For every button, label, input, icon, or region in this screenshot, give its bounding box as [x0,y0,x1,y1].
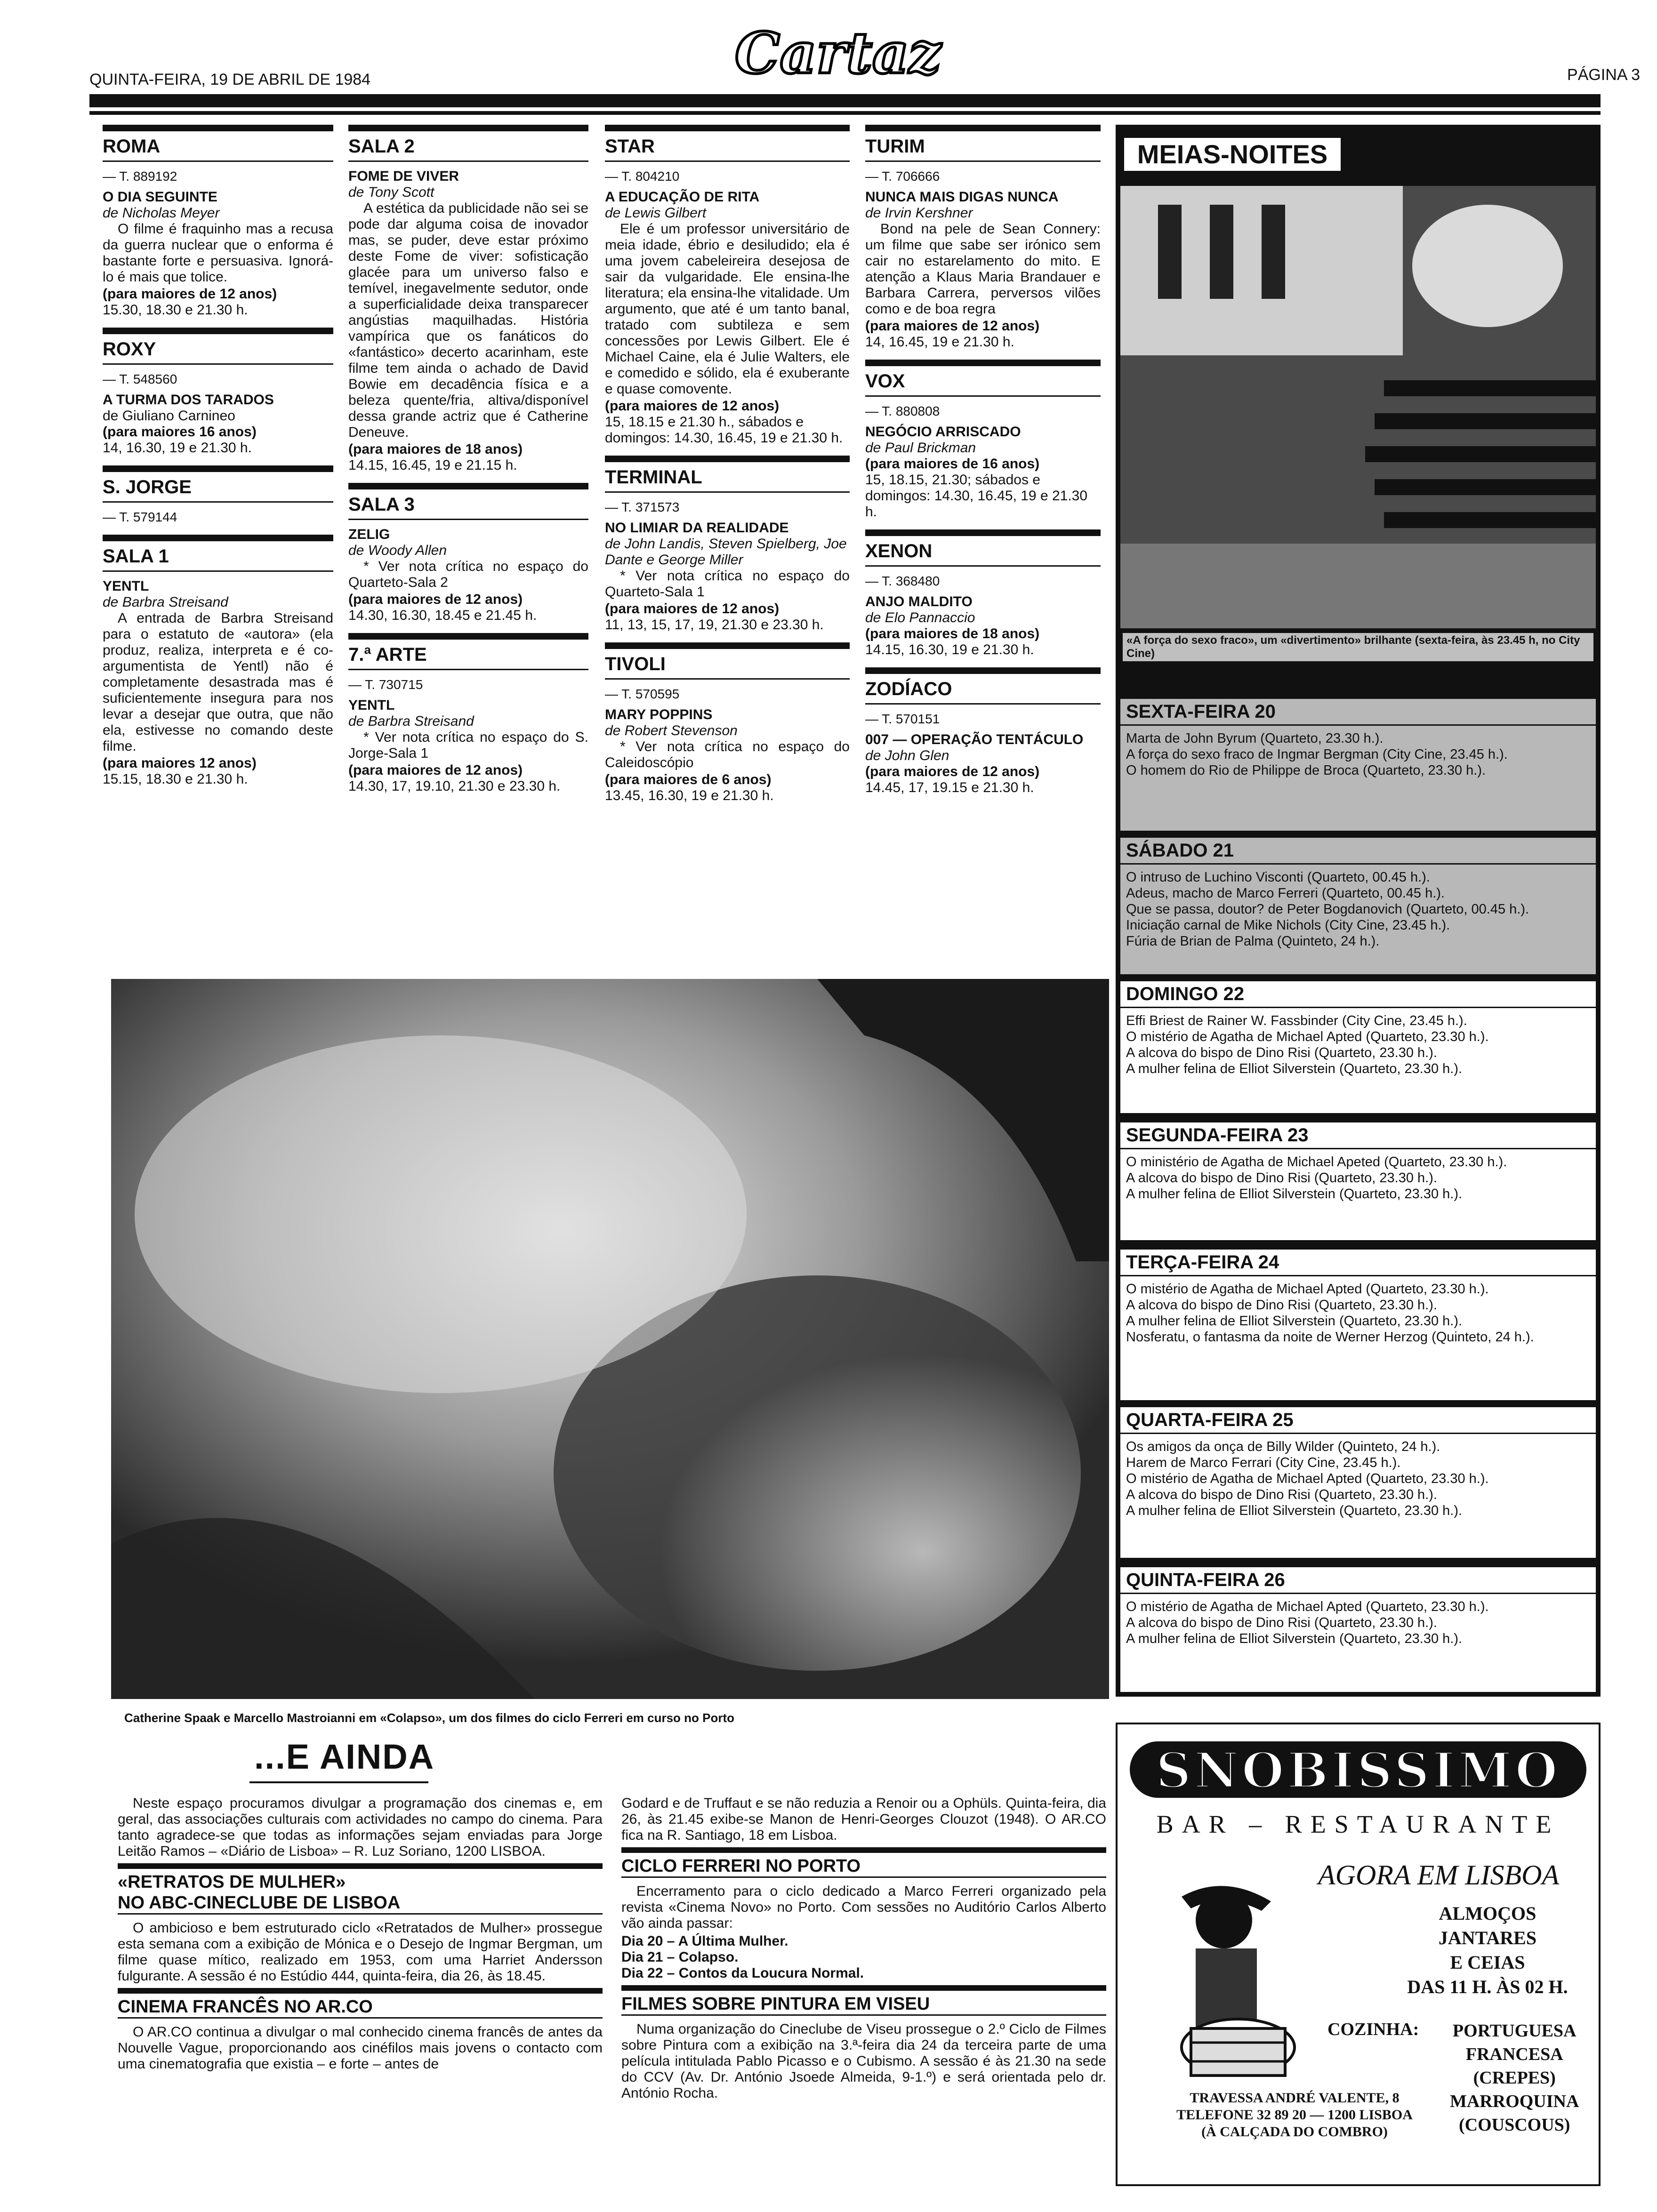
cinema-phone: — T. 579144 [103,510,177,524]
cinema-name: ROMA [103,135,333,162]
film-director: de Irvin Kershner [865,205,973,221]
listing-column-1 [103,125,333,797]
day-listing: A mulher felina de Elliot Silverstein (Quarteto, 23.30 h.). [1126,1503,1463,1518]
film-director: de Lewis Gilbert [605,205,707,221]
cinema-phone: — T. 548560 [103,372,177,386]
cinema-name: ZODÍACO [865,678,1101,705]
day-block-terca [1120,1250,1596,1400]
showtimes: 11, 13, 15, 17, 19, 21.30 e 23.30 h. [605,617,824,633]
film-description: * Ver nota crítica no espaço do Quarteto-Sala 1 [605,568,850,600]
cinema-tivoli [605,642,850,804]
day-title: SÁBADO 21 [1120,838,1596,865]
film-description: Ele é um professor universitário de meia idade, ébrio e desiludido; ela é uma jovem cabeleireira desejosa de sair da vulgaridade. Ele ensina-lhe literatura; ela ensina-lhe vitalidade. Um argumento, que até é um tanto banal, tratado com subtileza e sem concessões por Lewis Gilbert. Ele é Michael Caine, ela é Julie Walters, ele e comedido e sólido, ela é exuberante e quase comovente. [605,221,850,397]
film-title: O DIA SEGUINTE [103,189,217,205]
day-listing: A mulher felina de Elliot Silverstein (Quarteto, 23.30 h.). [1126,1061,1463,1076]
section-title: CICLO FERRERI NO PORTO [621,1856,1106,1878]
film-still-photo [111,979,1109,1699]
section-rule [118,1988,603,1994]
day-listing: O homem do Rio de Philippe de Broca (Quarteto, 23.30 h.). [1126,763,1486,778]
day-title: SEXTA-FEIRA 20 [1120,699,1596,726]
ad-address [1149,2090,1440,2140]
section-rule [605,456,850,462]
cinema-name: SALA 1 [103,545,333,572]
cinema-name: SALA 2 [348,135,588,162]
section-body: Godard e de Truffaut e se não reduzia a Renoir ou a Ophüls. Quinta-feira, dia 26, às 21.45 exibe-se Manon de Henri-Georges Clouzot (1948). O AR.CO fica na R. Santiago, 18 em Lisboa. [621,1795,1106,1843]
film-director: de Paul Brickman [865,440,976,456]
cinema-name: TURIM [865,135,1101,162]
day-listing: O mistério de Agatha de Michael Apted (Quarteto, 23.30 h.). [1126,1282,1489,1297]
section-rule [103,465,333,472]
film-title: YENTL [348,697,395,713]
age-rating: (para maiores 16 anos) [103,424,257,440]
day-listing: Harem de Marco Ferrari (City Cine, 23.45 h.). [1126,1455,1401,1470]
film-director: de Barbra Streisand [348,713,474,729]
listing-column-3 [605,125,850,813]
film-description: A estética da publicidade não sei se pode dar alguma coisa de inovador mas, se puder, deve estar próximo deste Fome de viver: sofisticação glacée para um universo falso e temível, inegavelmente sedutor, onde a superficialidade deixa transparecer angústias maquilhadas. História vampírica que os fanáticos do «fantástico» decerto acarinham, este filme tem ainda o achado de David Bowie em decadência física e a beleza quente/fria, altiva/disponível dessa grande actriz que é Catherine Deneuve. [348,200,588,440]
e-ainda-rule [249,1781,428,1783]
film-title: FOME DE VIVER [348,168,459,184]
cinema-name: TERMINAL [605,466,850,493]
age-rating: (para maiores de 12 anos) [348,592,523,607]
cinema-phone: — T. 368480 [865,574,940,588]
logo-text: SNOBISSIMO [1156,1741,1560,1799]
cinema-phone: — T. 730715 [348,677,423,692]
section-rule [621,1847,1106,1853]
cinema-roma [103,125,333,318]
age-rating: (para maiores de 12 anos) [605,601,780,617]
ad-address-line: TELEFONE 32 89 20 — 1200 LISBOA [1176,2107,1413,2123]
day-listing: A mulher felina de Elliot Silverstein (Quarteto, 23.30 h.). [1126,1314,1463,1329]
day-title: SEGUNDA-FEIRA 23 [1120,1122,1596,1149]
cinema-name: S. JORGE [103,476,333,503]
age-rating: (para maiores de 16 anos) [865,456,1040,472]
cinema-xenon [865,529,1101,658]
ad-address-line: (À CALÇADA DO COMBRO) [1201,2124,1388,2140]
photo-illustration [111,979,1109,1699]
snobissimo-logo [1125,1737,1591,1803]
film-title: ZELIG [348,527,390,542]
showtimes: 14, 16.45, 19 e 21.30 h. [865,334,1014,350]
day-listing: Nosferatu, o fantasma da noite de Werner Herzog (Quinteto, 24 h.). [1126,1330,1534,1345]
cinema-vox [865,360,1101,520]
age-rating: (para maiores de 12 anos) [865,764,1040,779]
e-ainda-column-2 [621,1795,1106,2103]
section-rule [865,360,1101,366]
day-listing: A alcova do bispo de Dino Risi (Quarteto, 23.30 h.). [1126,1487,1437,1502]
day-listing: O mistério de Agatha de Michael Apted (Quarteto, 23.30 h.). [1126,1599,1489,1614]
film-director: de John Landis, Steven Spielberg, Joe Dante e George Miller [605,536,847,568]
day-title: TERÇA-FEIRA 24 [1120,1250,1596,1276]
cinema-phone: — T. 570595 [605,687,680,701]
e-ainda-intro: Neste espaço procuramos divulgar a programação dos cinemas e, em geral, das associações culturais com actividades no campo do cinema. Para tanto agradece-se que todas as informações sejam enviadas para Jorge Leitão Ramos – «Diário de Lisboa» – R. Luz Soriano, 1200 LISBOA. [118,1795,603,1859]
cinema-star [605,125,850,446]
film-director: de Woody Allen [348,543,447,558]
logo-text: Cartaz [735,20,941,87]
showtimes: 15, 18.15, 21.30; sábados e domingos: 14.30, 16.45, 19 e 21.30 h. [865,472,1088,520]
showtimes: 14.30, 17, 19.10, 21.30 e 23.30 h. [348,778,561,794]
day-listing: A mulher felina de Elliot Silverstein (Quarteto, 23.30 h.). [1126,1186,1463,1202]
day-listing: A alcova do bispo de Dino Risi (Quarteto, 23.30 h.). [1126,1615,1437,1630]
cinema-name: VOX [865,370,1101,397]
section-title: «RETRATOS DE MULHER» [118,1872,346,1892]
cinema-s-jorge [103,465,333,525]
section-title: FILMES SOBRE PINTURA EM VISEU [621,1994,1106,2016]
listing-column-2 [348,125,588,804]
section-body: Numa organização do Cineclube de Viseu prossegue o 2.º Ciclo de Filmes sobre Pintura com a exibição na 3.ª-feira dia 24 da terceira parte de uma película intitulada Pablo Picasso e o Cubismo. A sessão é às 21.30 na sede do CCV (Av. Dr. António Jsoede Almeida, 9-1.º) e será orientada pelo dr. António Rocha. [621,2021,1106,2101]
section-rule [103,328,333,334]
age-rating: (para maiores de 12 anos) [348,762,523,778]
day-listing: Os amigos da onça de Billy Wilder (Quinteto, 24 h.). [1126,1439,1440,1454]
ad-hours-line: ALMOÇOS [1439,1903,1536,1924]
ad-hours [1389,1901,1586,1999]
day-listing: A alcova do bispo de Dino Risi (Quarteto, 23.30 h.). [1126,1045,1437,1060]
film-director: de Nicholas Meyer [103,205,220,221]
section-rule [865,667,1101,674]
day-block-quinta [1120,1567,1596,1692]
day-block-domingo [1120,981,1596,1113]
top-rule-thin [89,111,1601,115]
film-title: YENTL [103,578,149,594]
section-rule [865,125,1101,131]
ad-address-line: TRAVESSA ANDRÉ VALENTE, 8 [1190,2090,1400,2106]
section-title: CINEMA FRANCÊS NO AR.CO [118,1996,603,2019]
photo-caption: Catherine Spaak e Marcello Mastroianni em «Colapso», um dos filmes do ciclo Ferreri em curso no Porto [124,1711,735,1725]
showtimes: 14.30, 16.30, 18.45 e 21.45 h. [348,608,537,623]
showtimes: 15.15, 18.30 e 21.30 h. [103,771,248,787]
cartaz-logo [720,19,956,89]
meias-noites-title: MEIAS-NOITES [1123,136,1342,172]
listing-column-4 [865,125,1101,805]
age-rating: (para maiores de 12 anos) [865,318,1040,334]
film-description: O filme é fraquinho mas a recusa da guerra nuclear que o enforma é bastante forte e persuasiva. Ignorá-lo é mais que tolice. [103,221,333,285]
cinema-roxy [103,328,333,456]
showtimes: 15, 18.15 e 21.30 h., sábados e domingos: 14.30, 16.45, 19 e 21.30 h. [605,414,843,446]
section-rule [118,1863,603,1869]
film-director: de Giuliano Carnineo [103,408,235,424]
day-listing: O intruso de Luchino Visconti (Quarteto, 00.45 h.). [1126,870,1430,885]
day-listing: Iniciação carnal de Mike Nichols (City Cine, 23.45 h.). [1126,918,1450,933]
showtimes: 14.15, 16.30, 19 e 21.30 h. [865,642,1034,657]
ad-hours-line: JANTARES [1438,1927,1537,1948]
age-rating: (para maiores de 12 anos) [103,286,277,302]
film-title: A TURMA DOS TARADOS [103,392,274,408]
section-body: Encerramento para o ciclo dedicado a Marco Ferreri organizado pela revista «Cinema Novo» no Porto. Com sessões no Auditório Carlos Alberto vão ainda passar: [621,1883,1106,1931]
cinema-sala-2 [348,125,588,473]
ad-hours-line: E CEIAS [1450,1952,1525,1973]
cinema-phone: — T. 889192 [103,169,177,184]
day-title: QUARTA-FEIRA 25 [1120,1407,1596,1434]
day-listing: Que se passa, doutor? de Peter Bogdanovich (Quarteto, 00.45 h.). [1126,902,1529,917]
film-director: de John Glen [865,748,949,763]
day-block-sabado [1120,838,1596,974]
meias-noites-caption: «A força do sexo fraco», um «divertimento» brilhante (sexta-feira, às 23.45 h, no City Cine) [1123,633,1593,661]
cinema-phone: — T. 880808 [865,404,940,418]
day-listing: Marta de John Byrum (Quarteto, 23.30 h.). [1126,731,1384,746]
cinema-zodiaco [865,667,1101,796]
film-description: * Ver nota crítica no espaço do Quarteto-Sala 2 [348,559,588,590]
list-item: Dia 20 – A Última Mulher. [621,1933,788,1949]
section-rule [103,125,333,131]
age-rating: (para maiores 12 anos) [103,755,257,771]
section-rule [605,125,850,131]
cinema-name: STAR [605,135,850,162]
film-description: Bond na pele de Sean Connery: um filme que sabe ser irónico sem cair no estarelamento do mito. E atenção a Klaus Maria Brandauer e Barbara Carrera, perversos vilões como e de boa regra [865,221,1101,317]
day-listing: Adeus, macho de Marco Ferreri (Quarteto, 00.45 h.). [1126,886,1445,901]
section-rule [621,1985,1106,1991]
film-description: A entrada de Barbra Streisand para o estatuto de «autora» (ela produz, realiza, interpreta e é co-argumentista de Yentl) não é completamente desastrada mas é suficientemente insegura para nos levar a desejar que outra, que não ela, estivesse no comando deste filme. [103,610,333,754]
ad-subtitle: BAR – RESTAURANTE [1156,1810,1560,1838]
age-rating: (para maiores de 18 anos) [348,441,523,457]
section-rule [605,642,850,649]
list-item: Dia 22 – Contos da Loucura Normal. [621,1965,864,1981]
day-listing: A alcova do bispo de Dino Risi (Quarteto, 23.30 h.). [1126,1170,1437,1186]
header-date: QUINTA-FEIRA, 19 DE ABRIL DE 1984 [89,71,371,88]
day-listing: O ministério de Agatha de Michael Apeted (Quarteto, 23.30 h.). [1126,1154,1507,1170]
ad-cuisine-item: PORTUGUESA [1452,2021,1577,2041]
age-rating: (para maiores de 6 anos) [605,772,772,787]
waiter-illustration [1153,1878,1313,2085]
section-rule [103,535,333,541]
film-description: * Ver nota crítica no espaço do S. Jorge-Sala 1 [348,729,588,761]
day-listing: A força do sexo fraco de Ingmar Bergman (City Cine, 23.45 h.). [1126,747,1508,762]
cinema-phone: — T. 804210 [605,169,680,184]
film-director: de Barbra Streisand [103,594,228,610]
cinema-name: 7.ª ARTE [348,643,588,670]
film-description: * Ver nota crítica no espaço do Caleidoscópio [605,739,850,770]
ad-cuisine-item: (COUSCOUS) [1458,2115,1570,2135]
photo-illustration [1120,186,1596,628]
cinema-phone: — T. 371573 [605,500,680,514]
cinema-name: TIVOLI [605,653,850,680]
ad-cuisine-item: MARROQUINA [1450,2092,1579,2111]
section-rule [348,125,588,131]
list-item: Dia 21 – Colapso. [621,1949,739,1965]
day-block-quarta [1120,1407,1596,1558]
showtimes: 13.45, 16.30, 19 e 21.30 h. [605,788,774,803]
cinema-sala-1 [103,535,333,787]
day-listing: A mulher felina de Elliot Silverstein (Quarteto, 23.30 h.). [1126,1631,1463,1646]
film-title: NO LIMIAR DA REALIDADE [605,520,789,536]
film-director: de Elo Pannaccio [865,610,975,625]
age-rating: (para maiores de 18 anos) [865,626,1040,641]
section-rule [865,529,1101,536]
ad-tagline: AGORA EM LISBOA [1318,1859,1560,1891]
showtimes: 15.30, 18.30 e 21.30 h. [103,302,248,318]
cinema-sala-3 [348,483,588,624]
e-ainda-column-1 [118,1795,603,2074]
film-title: NUNCA MAIS DIGAS NUNCA [865,189,1059,205]
cinema-terminal [605,456,850,633]
ad-cuisines [1450,2019,1579,2137]
cinema-turim [865,125,1101,350]
cinema-phone: — T. 570151 [865,712,940,726]
day-listing: Effi Briest de Rainer W. Fassbinder (City Cine, 23.45 h.). [1126,1013,1467,1028]
day-listing: Fúria de Brian de Palma (Quinteto, 24 h.). [1126,934,1380,949]
day-listing: A alcova do bispo de Dino Risi (Quarteto, 23.30 h.). [1126,1298,1437,1313]
film-title: MARY POPPINS [605,707,713,722]
film-title: 007 — OPERAÇÃO TENTÁCULO [865,732,1084,747]
day-listing: O mistério de Agatha de Michael Apted (Quarteto, 23.30 h.). [1126,1471,1489,1486]
section-rule [348,483,588,489]
cinema-name: ROXY [103,338,333,365]
film-director: de Tony Scott [348,184,434,200]
day-block-sexta [1120,699,1596,831]
age-rating: (para maiores de 12 anos) [605,398,780,414]
day-listing: O mistério de Agatha de Michael Apted (Quarteto, 23.30 h.). [1126,1029,1489,1044]
showtimes: 14, 16.30, 19 e 21.30 h. [103,440,252,456]
section-title: NO ABC-CINECLUBE DE LISBOA [118,1892,603,1915]
section-body: O AR.CO continua a divulgar o mal conhecido cinema francês de antes da Nouvelle Vague, proporcionando aos cinéfilos mais jovens o contacto com uma cinematografia que existia – e forte – antes de [118,2024,603,2072]
cinema-phone: — T. 706666 [865,169,940,184]
ad-cuisine-item: (CREPES) [1473,2068,1556,2088]
cinema-name: SALA 3 [348,493,588,520]
cinema-name: XENON [865,540,1101,567]
top-rule [89,94,1601,107]
film-title: ANJO MALDITO [865,594,973,609]
day-title: QUINTA-FEIRA 26 [1120,1567,1596,1594]
film-director: de Robert Stevenson [605,723,738,738]
film-title: A EDUCAÇÃO DE RITA [605,189,760,205]
ad-cuisine-item: FRANCESA [1465,2044,1563,2064]
page-number: PÁGINA 3 [1567,66,1640,84]
ad-cozinha-label: COZINHA: [1327,2020,1419,2039]
day-block-segunda [1120,1122,1596,1240]
cinema-7-arte [348,633,588,794]
section-body: O ambicioso e bem estruturado ciclo «Retratados de Mulher» prossegue esta semana com a exibição de Mónica e o Desejo de Ingmar Bergman, um filme quase mítico, realizado em 1953, com uma Harriet Andersson fulgurante. A sessão é no Estúdio 444, quinta-feira, dia 26, às 18.45. [118,1920,603,1984]
section-rule [348,633,588,640]
meias-noites-photo [1120,186,1596,628]
day-title: DOMINGO 22 [1120,981,1596,1008]
film-title: NEGÓCIO ARRISCADO [865,424,1021,440]
ad-hours-line: DAS 11 H. ÀS 02 H. [1407,1976,1568,1997]
showtimes: 14.45, 17, 19.15 e 21.30 h. [865,780,1034,795]
e-ainda-title: ...E AINDA [254,1737,435,1776]
showtimes: 14.15, 16.45, 19 e 21.15 h. [348,457,517,473]
